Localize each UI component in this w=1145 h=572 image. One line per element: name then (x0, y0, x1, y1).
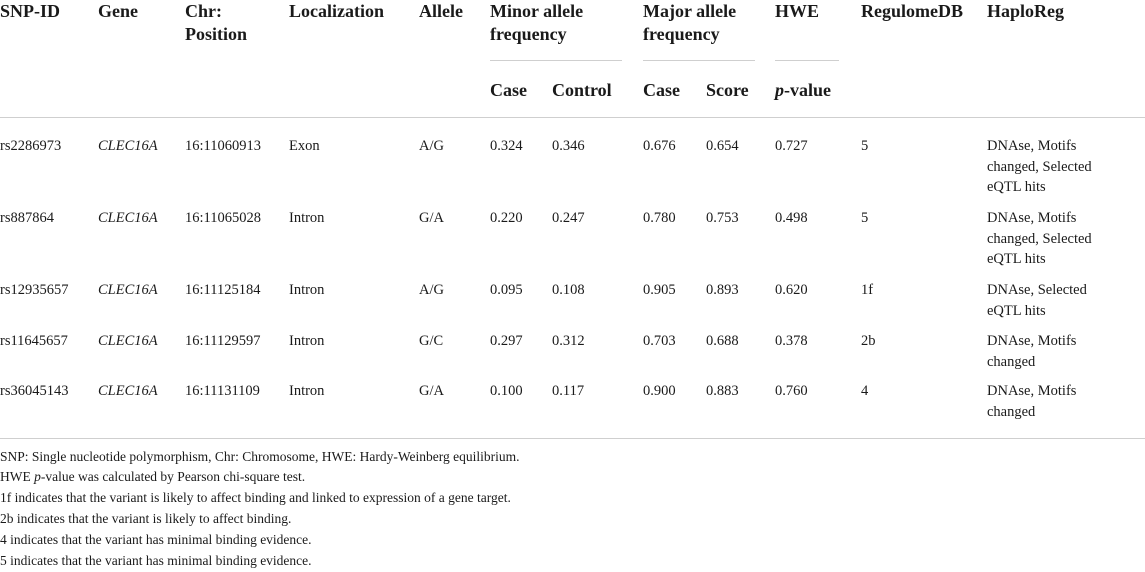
cell-snp: rs11645657 (0, 333, 68, 349)
cell-regulomedb: 5 (861, 210, 869, 226)
cell-gene: CLEC16A (98, 210, 158, 226)
cell-gene: CLEC16A (98, 138, 158, 154)
header-major-line1: Major allele (643, 1, 737, 21)
haploreg-line: eQTL hits (987, 302, 1046, 319)
cell-localization: Intron (289, 210, 325, 226)
cell-major-score: 0.688 (706, 333, 739, 349)
header-gene: Gene (98, 1, 138, 21)
header-regulomedb: RegulomeDB (861, 1, 963, 21)
cell-position: 16:11125184 (185, 282, 261, 298)
footnote-text: -value was calculated by Pearson chi-square test. (40, 469, 306, 484)
header-p-rest: -value (784, 80, 831, 100)
cell-regulomedb: 2b (861, 333, 876, 349)
header-minor-line2: frequency (490, 24, 567, 44)
footnote-4: 4 indicates that the variant has minimal binding evidence. (0, 532, 312, 547)
footnote-p-italic: p (34, 469, 41, 484)
major-group-rule (643, 60, 755, 61)
header-chr-line1: Chr: (185, 1, 222, 21)
table-bottom-rule (0, 438, 1145, 439)
haploreg-line: changed (987, 403, 1036, 420)
cell-haploreg (987, 280, 1087, 321)
cell-gene: CLEC16A (98, 333, 158, 349)
header-minor-control: Control (552, 80, 612, 100)
cell-localization: Intron (289, 333, 325, 349)
cell-position: 16:11131109 (185, 383, 260, 399)
cell-major-case: 0.900 (643, 383, 676, 399)
cell-major-score: 0.883 (706, 383, 739, 399)
haploreg-line: eQTL hits (987, 179, 1046, 195)
cell-snp: rs2286973 (0, 138, 62, 154)
haploreg-line: DNAse, Motifs (987, 210, 1077, 226)
cell-localization: Intron (289, 282, 325, 298)
cell-gene: CLEC16A (98, 383, 158, 399)
cell-haploreg (987, 331, 1076, 372)
cell-minor-case: 0.095 (490, 282, 523, 298)
cell-minor-control: 0.312 (552, 333, 585, 349)
cell-allele: G/C (419, 333, 444, 349)
haploreg-line: eQTL hits (987, 251, 1046, 267)
cell-major-case: 0.780 (643, 210, 676, 226)
cell-snp: rs887864 (0, 210, 54, 226)
header-minor-allele-frequency (490, 0, 583, 46)
cell-snp: rs12935657 (0, 282, 69, 298)
cell-minor-case: 0.100 (490, 383, 523, 399)
header-chr-line2: Position (185, 24, 248, 44)
header-major-allele-frequency (643, 0, 736, 46)
cell-minor-case: 0.220 (490, 210, 523, 226)
cell-localization: Intron (289, 383, 325, 399)
cell-allele: G/A (419, 383, 444, 399)
header-bottom-rule (0, 117, 1145, 118)
cell-haploreg (987, 136, 1092, 198)
header-snp-id: SNP-ID (0, 1, 61, 21)
cell-hwe: 0.760 (775, 383, 808, 399)
haploreg-line: changed (987, 353, 1036, 370)
cell-localization: Exon (289, 138, 320, 154)
footnote-5: 5 indicates that the variant has minimal binding evidence. (0, 553, 312, 568)
header-hwe-pvalue (775, 79, 831, 102)
footnote-1f: 1f indicates that the variant is likely to affect binding and linked to expression of a gene target. (0, 490, 511, 505)
header-p-italic: p (775, 80, 784, 100)
cell-snp: rs36045143 (0, 383, 69, 399)
header-minor-line1: Minor allele (490, 1, 584, 21)
haploreg-line: DNAse, Selected (987, 282, 1087, 298)
cell-major-score: 0.753 (706, 210, 739, 226)
footnote-hwe-test (0, 468, 305, 486)
cell-regulomedb: 5 (861, 138, 869, 154)
cell-minor-control: 0.247 (552, 210, 585, 226)
cell-allele: G/A (419, 210, 444, 226)
haploreg-line: DNAse, Motifs (987, 333, 1077, 349)
cell-hwe: 0.378 (775, 333, 808, 349)
haploreg-line: DNAse, Motifs (987, 138, 1077, 154)
cell-allele: A/G (419, 282, 444, 298)
cell-hwe: 0.620 (775, 282, 808, 298)
cell-major-case: 0.676 (643, 138, 676, 154)
header-major-line2: frequency (643, 24, 720, 44)
cell-major-case: 0.703 (643, 333, 676, 349)
haploreg-line: DNAse, Motifs (987, 383, 1077, 399)
footnote-2b: 2b indicates that the variant is likely to affect binding. (0, 511, 292, 526)
cell-minor-case: 0.324 (490, 138, 523, 154)
cell-major-case: 0.905 (643, 282, 676, 298)
cell-minor-control: 0.108 (552, 282, 585, 298)
cell-position: 16:11065028 (185, 210, 261, 226)
cell-haploreg (987, 381, 1076, 422)
cell-position: 16:11060913 (185, 138, 261, 154)
footnote-abbreviations: SNP: Single nucleotide polymorphism, Chr: Chromosome, HWE: Hardy-Weinberg equilibrium. (0, 449, 520, 464)
minor-group-rule (490, 60, 622, 61)
header-major-case: Case (643, 80, 680, 100)
cell-regulomedb: 4 (861, 383, 869, 399)
footnote-text: HWE (0, 469, 35, 484)
cell-haploreg (987, 208, 1092, 270)
cell-major-score: 0.654 (706, 138, 739, 154)
header-chr-position (185, 0, 247, 46)
header-haploreg: HaploReg (987, 1, 1065, 21)
cell-position: 16:11129597 (185, 333, 261, 349)
haploreg-line: changed, Selected (987, 158, 1092, 175)
cell-gene: CLEC16A (98, 282, 158, 298)
header-major-score: Score (706, 80, 749, 100)
header-hwe: HWE (775, 1, 820, 21)
haploreg-line: changed, Selected (987, 230, 1092, 247)
header-localization: Localization (289, 1, 384, 21)
cell-major-score: 0.893 (706, 282, 739, 298)
header-allele: Allele (419, 1, 463, 21)
cell-hwe: 0.498 (775, 210, 808, 226)
cell-minor-control: 0.117 (552, 383, 585, 399)
cell-allele: A/G (419, 138, 444, 154)
cell-regulomedb: 1f (861, 282, 874, 298)
cell-minor-control: 0.346 (552, 138, 585, 154)
header-minor-case: Case (490, 80, 527, 100)
cell-minor-case: 0.297 (490, 333, 523, 349)
cell-hwe: 0.727 (775, 138, 808, 154)
hwe-group-rule (775, 60, 839, 61)
